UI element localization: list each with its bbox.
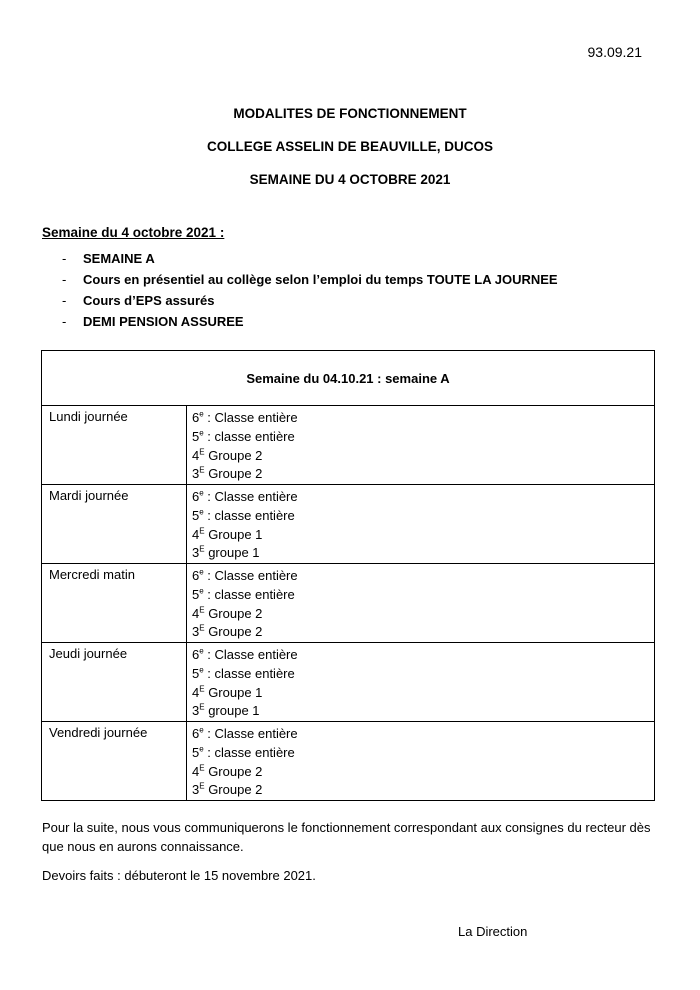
document-date: 93.09.21 <box>587 44 642 60</box>
class-level-suffix: E <box>199 763 205 773</box>
class-level-suffix: e <box>199 725 204 735</box>
schedule-row <box>42 406 655 485</box>
class-level: 3 <box>192 624 200 640</box>
class-level: 6 <box>192 726 200 741</box>
schedule-row <box>42 485 655 564</box>
class-level: 5 <box>192 744 200 760</box>
document-titles <box>0 104 700 203</box>
bullet-list <box>62 249 558 333</box>
group-description: Groupe 2 <box>204 466 263 482</box>
group-description: Groupe 2 <box>204 447 263 463</box>
class-level: 4 <box>192 447 200 463</box>
schedule-group-line <box>192 725 654 744</box>
group-description: groupe 1 <box>204 703 260 719</box>
schedule-header-row <box>42 351 655 406</box>
class-level: 5 <box>192 428 200 444</box>
schedule-row <box>42 564 655 643</box>
schedule-group-line <box>192 428 654 447</box>
group-description: : classe entière <box>203 428 295 444</box>
class-level: 3 <box>192 466 200 482</box>
class-level: 4 <box>192 684 200 700</box>
group-description: : Classe entière <box>203 410 298 425</box>
class-level: 5 <box>192 665 200 681</box>
group-description: Groupe 1 <box>204 526 263 542</box>
class-level: 5 <box>192 507 200 523</box>
schedule-group-line <box>192 763 654 782</box>
group-description: : Classe entière <box>203 726 298 741</box>
class-level: 4 <box>192 605 200 621</box>
group-description: Groupe 2 <box>204 782 263 798</box>
schedule-group-line <box>192 488 654 507</box>
title-line-2: COLLEGE ASSELIN DE BEAUVILLE, DUCOS <box>206 139 494 154</box>
schedule-day-cell: Mercredi matin <box>42 564 187 643</box>
schedule-group-line <box>192 526 654 545</box>
bullet-item: - Cours en présentiel au collège selon l’emploi du temps TOUTE LA JOURNEE <box>62 270 558 291</box>
schedule-group-line <box>192 605 654 624</box>
group-description: : Classe entière <box>203 489 298 504</box>
schedule-day-cell: Jeudi journée <box>42 643 187 722</box>
schedule-group-line <box>192 544 654 563</box>
section-heading: Semaine du 4 octobre 2021 : <box>42 225 225 240</box>
class-level-suffix: e <box>199 409 204 419</box>
schedule-groups-cell <box>187 406 655 485</box>
class-level-suffix: E <box>199 781 205 791</box>
schedule-header: Semaine du 04.10.21 : semaine A <box>42 351 655 406</box>
schedule-group-line <box>192 665 654 684</box>
class-level-suffix: e <box>199 428 204 438</box>
class-level: 3 <box>192 703 200 719</box>
class-level-suffix: e <box>199 507 204 517</box>
group-description: : classe entière <box>203 586 295 602</box>
group-description: Groupe 2 <box>204 605 263 621</box>
class-level: 6 <box>192 568 200 583</box>
class-level: 6 <box>192 647 200 662</box>
schedule-group-line <box>192 409 654 428</box>
group-description: : classe entière <box>203 744 295 760</box>
class-level-suffix: E <box>199 702 205 712</box>
class-level: 5 <box>192 586 200 602</box>
class-level-suffix: E <box>199 465 205 475</box>
bullet-item: - DEMI PENSION ASSUREE <box>62 312 558 333</box>
group-description: Groupe 2 <box>204 624 263 640</box>
class-level-suffix: E <box>199 447 205 457</box>
schedule-group-line <box>192 567 654 586</box>
signature: La Direction <box>458 924 528 939</box>
schedule-group-line <box>192 465 654 484</box>
class-level-suffix: e <box>199 744 204 754</box>
class-level-suffix: E <box>199 526 205 536</box>
group-description: : classe entière <box>203 665 295 681</box>
class-level: 6 <box>192 410 200 425</box>
class-level-suffix: e <box>199 646 204 656</box>
group-description: : Classe entière <box>203 568 298 583</box>
schedule-group-line <box>192 684 654 703</box>
schedule-group-line <box>192 586 654 605</box>
schedule-day-cell: Mardi journée <box>42 485 187 564</box>
class-level: 4 <box>192 763 200 779</box>
class-level-suffix: e <box>199 665 204 675</box>
schedule-table <box>41 350 655 801</box>
schedule-group-line <box>192 507 654 526</box>
schedule-groups-cell <box>187 485 655 564</box>
schedule-day-cell: Vendredi journée <box>42 722 187 801</box>
class-level-suffix: e <box>199 586 204 596</box>
group-description: Groupe 1 <box>204 684 263 700</box>
group-description: Groupe 2 <box>204 763 263 779</box>
class-level: 6 <box>192 489 200 504</box>
class-level-suffix: E <box>199 544 205 554</box>
class-level: 3 <box>192 782 200 798</box>
bullet-item: - Cours d’EPS assurés <box>62 291 558 312</box>
schedule-groups-cell <box>187 643 655 722</box>
class-level: 3 <box>192 545 200 561</box>
schedule-groups-cell <box>187 722 655 801</box>
class-level-suffix: e <box>199 567 204 577</box>
group-description: groupe 1 <box>204 545 260 561</box>
class-level-suffix: E <box>199 605 205 615</box>
title-line-3: SEMAINE DU 4 OCTOBRE 2021 <box>249 172 451 187</box>
class-level: 4 <box>192 526 200 542</box>
schedule-row <box>42 722 655 801</box>
group-description: : classe entière <box>203 507 295 523</box>
title-line-1: MODALITES DE FONCTIONNEMENT <box>233 106 467 121</box>
schedule-group-line <box>192 744 654 763</box>
class-level-suffix: E <box>199 684 205 694</box>
schedule-groups-cell <box>187 564 655 643</box>
schedule-group-line <box>192 447 654 466</box>
bullet-item: - SEMAINE A <box>62 249 558 270</box>
schedule-day-cell: Lundi journée <box>42 406 187 485</box>
class-level-suffix: e <box>199 488 204 498</box>
schedule-row <box>42 643 655 722</box>
schedule-group-line <box>192 646 654 665</box>
schedule-group-line <box>192 781 654 800</box>
devoirs-paragraph: Devoirs faits : débuteront le 15 novembre 2021. <box>42 868 316 883</box>
schedule-group-line <box>192 702 654 721</box>
group-description: : Classe entière <box>203 647 298 662</box>
schedule-group-line <box>192 623 654 642</box>
class-level-suffix: E <box>199 623 205 633</box>
followup-paragraph: Pour la suite, nous vous communiquerons le fonctionnement correspondant aux consignes du recteur dès que nous en aurons connaissance. <box>42 820 651 854</box>
